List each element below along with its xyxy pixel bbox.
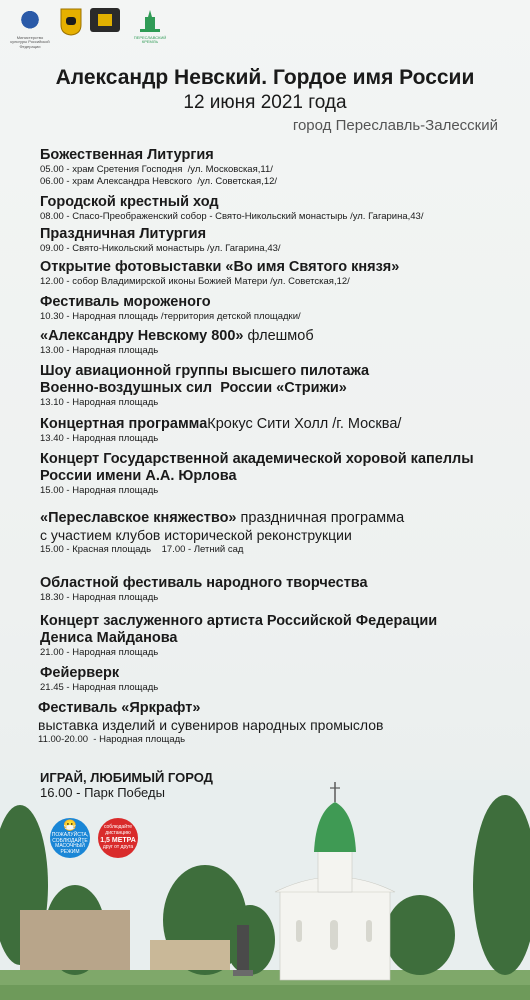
city-logo: [90, 8, 120, 32]
event-title: Концерт Государственной академической хоровой капеллы России имени А.А. Юрлова: [40, 451, 474, 484]
event-title-main: «Александру Невскому 800»: [40, 328, 244, 344]
event-item: [40, 194, 423, 223]
mask-badge-text: ПОЖАЛУЙСТА, СОБЛЮДАЙТЕ МАСОЧНЫЙ РЕЖИМ: [51, 831, 89, 856]
ministry-logo: [8, 8, 52, 49]
event-item: [40, 510, 404, 556]
event-title: [40, 510, 404, 527]
event-title: [40, 328, 314, 345]
kremlin-logo: [128, 8, 172, 45]
church-landscape-illustration: [0, 780, 530, 1000]
event-title-suffix: флешмоб: [243, 328, 314, 344]
event-details: 18.30 - Народная площадь: [40, 592, 159, 603]
logo-row: [8, 8, 172, 49]
event-title-main: Концертная программа: [40, 416, 208, 432]
event-item: [40, 613, 437, 659]
event-item: [40, 259, 399, 288]
event-item: [38, 700, 383, 746]
event-details: 13.10 - Народная площадь: [40, 397, 159, 408]
event-title-suffix: Крокус Сити Холл /г. Москва/: [207, 416, 402, 432]
event-title: Открытие фотовыставки «Во имя Святого князя»: [40, 259, 400, 275]
event-title: Фейерверк: [40, 665, 120, 681]
kremlin-caption: ПЕРЕСЛАВСКИЙ КРЕМЛЬ: [133, 35, 167, 45]
region-logo: [60, 8, 82, 36]
play-details: 16.00 - Парк Победы: [40, 785, 165, 800]
event-details: 12.00 - собор Владимирской иконы Божией Матери /ул. Советская,12/: [40, 276, 350, 287]
event-title: Фестиваль «Яркрафт»: [38, 700, 201, 716]
event-item: [40, 328, 314, 357]
event-item: [40, 363, 369, 409]
event-item: [40, 575, 368, 604]
event-title: [40, 416, 401, 433]
event-subtitle: выставка изделий и сувениров народных промыслов: [38, 717, 384, 733]
event-details: 09.00 - Свято-Никольский монастырь /ул. Гагарина,43/: [40, 243, 281, 254]
distance-badge-top: соблюдайте дистанцию: [103, 824, 133, 837]
distance-badge-bottom: друг от друга: [102, 843, 134, 850]
safety-badges: [50, 818, 138, 858]
play-title: ИГРАЙ, ЛЮБИМЫЙ ГОРОД: [40, 770, 213, 785]
mask-badge: [50, 818, 90, 858]
city-emblem-icon: [90, 8, 120, 32]
event-item: [40, 451, 474, 497]
emblem-icon: [17, 8, 43, 34]
event-title: Шоу авиационной группы высшего пилотажа Военно-воздушных сил России «Стрижи»: [40, 363, 370, 396]
distance-badge-value: 1,5 МЕТРА: [100, 836, 136, 844]
event-item: [40, 147, 277, 187]
event-details: 10.30 - Народная площадь /территория детской площадки/: [40, 311, 301, 322]
event-title: Городской крестный ход: [40, 194, 219, 210]
event-details: 13.00 - Народная площадь: [40, 345, 159, 356]
event-title: Фестиваль мороженого: [40, 294, 211, 310]
page-title: Александр Невский. Гордое имя России: [55, 66, 475, 89]
event-details: 21.45 - Народная площадь: [40, 682, 159, 693]
event-details: 13.40 - Народная площадь: [40, 433, 159, 444]
play-section: [40, 770, 213, 800]
event-details: 08.00 - Спасо-Преображенский собор - Свято-Никольский монастырь /ул. Гагарина,43/: [40, 211, 424, 222]
distance-badge: [98, 818, 138, 858]
event-details: 15.00 - Красная площадь 17.00 - Летний сад: [40, 544, 244, 555]
event-item: [40, 294, 301, 323]
mask-icon: 😷: [63, 820, 77, 833]
event-details: 11.00-20.00 - Народная площадь: [38, 734, 186, 745]
event-title: Божественная Литургия: [40, 147, 214, 163]
event-title-main: «Переславское княжество»: [40, 510, 237, 526]
event-item: [40, 226, 281, 255]
event-details: 05.00 - храм Сретения Господня /ул. Московская,11/ 06.00 - храм Александра Невского /ул. Советская,12/: [40, 164, 278, 187]
event-title-suffix: праздничная программа: [236, 510, 405, 526]
ministry-caption: Министерство культуры Российской Федерации: [10, 35, 50, 49]
event-subtitle: с участием клубов исторической реконструкции: [40, 527, 352, 543]
event-title: Концерт заслуженного артиста Российской Федерации Дениса Майданова: [40, 613, 438, 646]
event-item: [40, 665, 158, 694]
bear-coat-of-arms-icon: [60, 8, 82, 36]
event-details: 15.00 - Народная площадь: [40, 485, 159, 496]
event-city: город Переславль-Залесский: [292, 117, 498, 134]
event-date: 12 июня 2021 года: [183, 92, 347, 113]
event-details: 21.00 - Народная площадь: [40, 647, 159, 658]
event-item: [40, 416, 401, 445]
event-title: Областной фестиваль народного творчества: [40, 575, 368, 591]
event-title: Праздничная Литургия: [40, 226, 207, 242]
kremlin-logo-icon: [137, 8, 163, 34]
